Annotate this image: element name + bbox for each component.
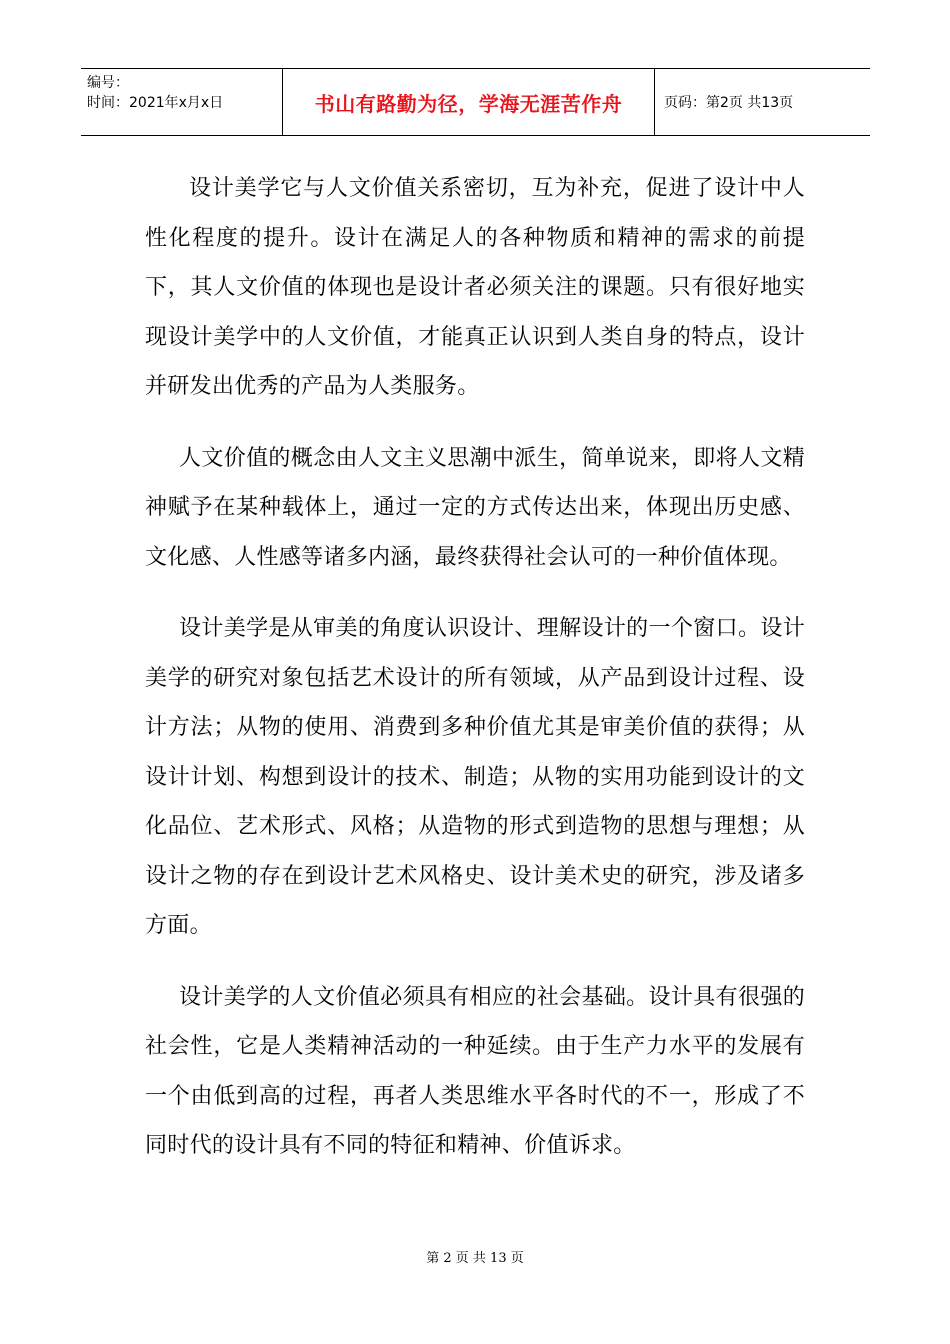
body-paragraph: 人文价值的概念由人文主义思潮中派生，简单说来，即将人文精神赋予在某种载体上，通过一定的方式传达出来，体现出历史感、文化感、人性感等诸多内涵，最终获得社会认可的一种价值体现。: [145, 445, 805, 570]
header-motto-cell: [283, 69, 655, 135]
header-motto: 书山有路勤为径，学海无涯苦作舟: [314, 91, 623, 116]
document-body: [145, 164, 805, 1171]
footer-page-number: 第 2 页 共 13 页: [426, 1251, 524, 1266]
body-paragraph: 设计美学的人文价值必须具有相应的社会基础。设计具有很强的社会性，它是人类精神活动的一种延续。由于生产力水平的发展有一个由低到高的过程，再者人类思维水平各时代的不一，形成了不同时代的设计具有不同的特征和精神、价值诉求。: [145, 984, 805, 1158]
body-paragraph: 设计美学它与人文价值关系密切，互为补充，促进了设计中人性化程度的提升。设计在满足人的各种物质和精神的需求的前提下，其人文价值的体现也是设计者必须关注的课题。只有很好地实现设计美学中的人文价值，才能真正认识到人类自身的特点，设计并研发出优秀的产品为人类服务。: [145, 176, 805, 399]
body-paragraph: 设计美学是从审美的角度认识设计、理解设计的一个窗口。设计美学的研究对象包括艺术设计的所有领域，从产品到设计过程、设计方法；从物的使用、消费到多种价值尤其是审美价值的获得；从设计计划、构想到设计的技术、制造；从物的实用功能到设计的文化品位、艺术形式、风格；从造物的形式到造物的思想与理想；从设计之物的存在到设计艺术风格史、设计美术史的研究，涉及诸多方面。: [145, 616, 805, 938]
document-date-label: 时间：2021年x月x日: [87, 95, 224, 111]
header-meta-cell: [81, 69, 283, 135]
page-footer: [0, 1247, 950, 1266]
header-page-info: 页码：第2页 共13页: [664, 95, 794, 111]
header-page-cell: [655, 69, 870, 135]
page-header: [81, 68, 870, 136]
document-number-label: 编号：: [87, 75, 129, 91]
